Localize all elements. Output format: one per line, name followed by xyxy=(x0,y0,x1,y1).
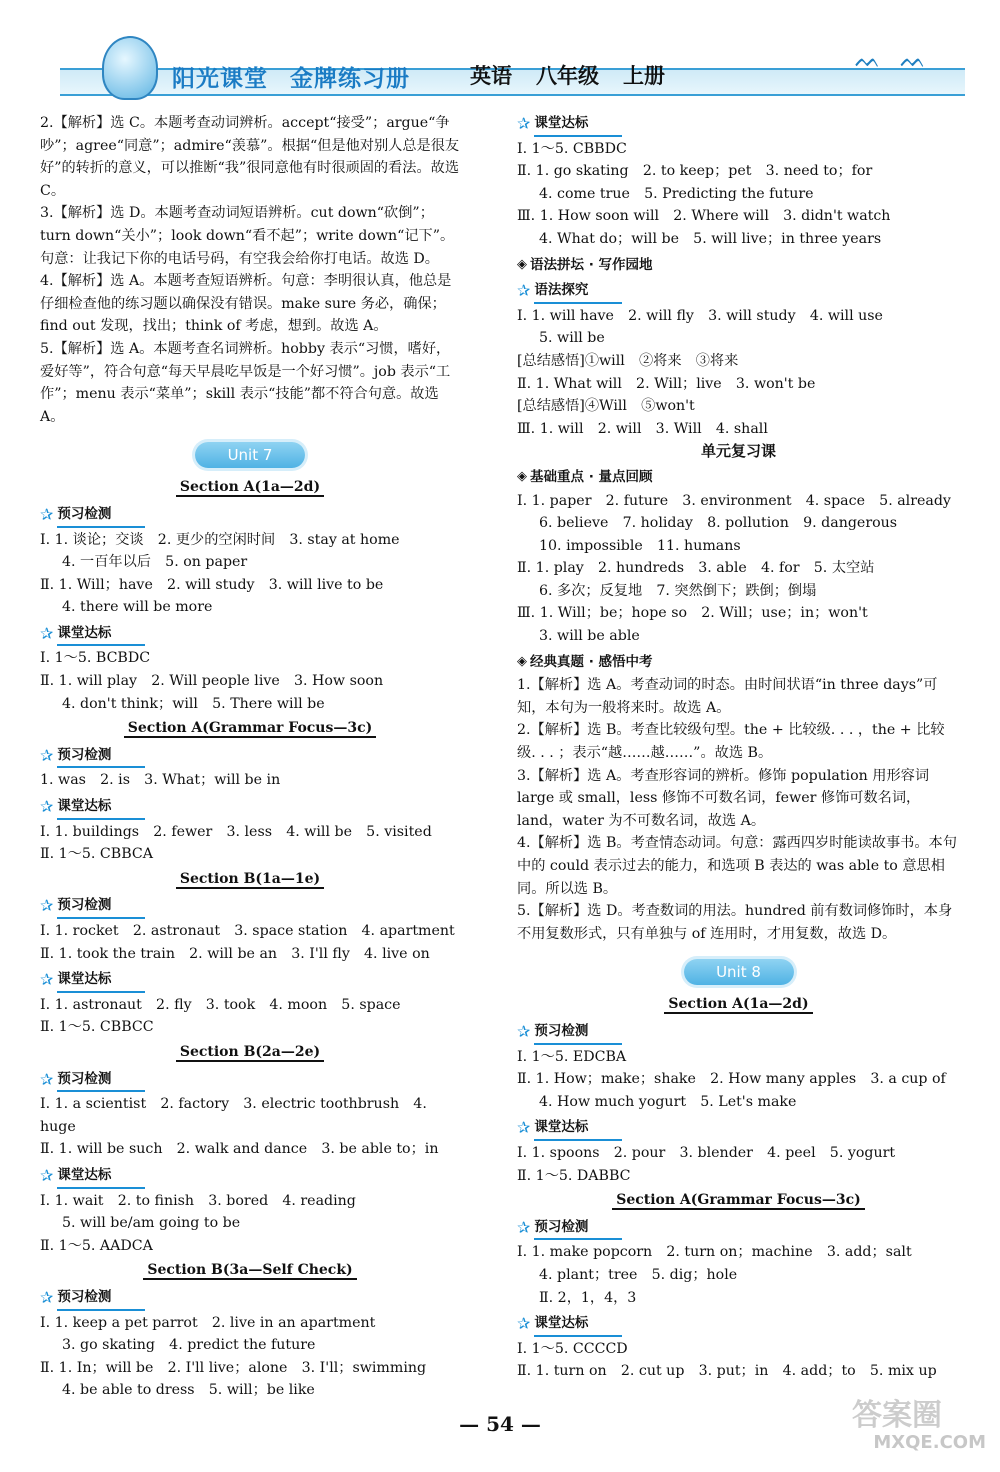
watermark xyxy=(852,1400,992,1468)
class-label xyxy=(40,968,460,993)
answer-line: 6. believe 7. holiday 8. pollution 9. dangerous xyxy=(539,515,898,532)
answer-line: Ⅱ. 1. play 2. hundreds 3. able 4. for 5. 太空站 xyxy=(517,560,875,577)
star-icon: ✰ xyxy=(40,970,54,990)
answer-line: Ⅱ. 2，1，4，3 xyxy=(539,1289,637,1306)
answer-line: 4. there will be more xyxy=(62,599,213,616)
answer-e4: 4.【解析】选 B。考查情态动词。句意：露西四岁时能读故事书。本句中的 could 表示过去的能力，和选项 B 表达的 was able to 意思相同。所以选 B。 xyxy=(517,835,957,897)
answer-line: Ⅰ. 1. spoons 2. pour 3. blender 4. peel 5. yogurt xyxy=(517,1144,896,1161)
preview-label xyxy=(40,1286,460,1311)
answer-line: Ⅰ. 1. a scientist 2. factory 3. electric toothbrush 4. huge xyxy=(40,1096,427,1135)
answer-line: 5. will be xyxy=(539,330,605,347)
watermark-line1: 答案圈 xyxy=(852,1398,942,1433)
star-icon: ✰ xyxy=(517,114,531,133)
class-label xyxy=(40,1164,460,1189)
answer-q5: 5.【解析】选 A。本题考查名词辨析。hobby 表示“习惯，嗜好，爱好等”，符合句意“每天早晨吃早饭是一个好习惯”。job 表示“工作”；menu 表示“菜单”；skill 表示“技能”都不符合句意。故选 A。 xyxy=(40,340,451,425)
answer-e5: 5.【解析】选 D。考查数词的用法。hundred 前有数词修饰时，本身不用复数形式，只有单独与 of 连用时，才用复数，故选 D。 xyxy=(517,903,953,942)
star-icon: ✰ xyxy=(40,1165,54,1185)
answer-e1: 1.【解析】选 A。考查动词的时态。由时间状语“in three days”可知，本句为一般将来时。故选 A。 xyxy=(517,677,938,716)
section-title: Section B(1a—1e) xyxy=(176,871,324,889)
answer-line: Ⅰ. 1. will have 2. will fly 3. will study 4. will use xyxy=(517,307,883,324)
section-heading xyxy=(40,476,460,499)
answer-line: Ⅱ. 1～5. CBBCA xyxy=(40,846,153,863)
class-label xyxy=(517,112,960,137)
logo-icon xyxy=(102,36,158,100)
label-text: 预习检测 xyxy=(57,503,145,528)
answer-line: Ⅰ. 1. keep a pet parrot 2. live in an apartment xyxy=(40,1314,376,1331)
section-title: Section B(3a—Self Check) xyxy=(143,1262,356,1280)
star-icon: ✰ xyxy=(40,623,54,643)
answer-line: 4. 一百年以后 5. on paper xyxy=(62,554,248,571)
class-label xyxy=(40,622,460,647)
star-icon: ✰ xyxy=(517,1314,531,1334)
label-text: 预习检测 xyxy=(57,744,145,769)
answer-line: Ⅲ. 1. will 2. will 3. Will 4. shall xyxy=(517,420,768,437)
class-label xyxy=(517,1116,960,1141)
preview-label xyxy=(40,744,460,769)
answer-line: Ⅲ. 1. How soon will 2. Where will 3. didn't watch xyxy=(517,208,891,225)
preview-label xyxy=(517,1216,960,1241)
label-text: 语法探究 xyxy=(534,279,622,304)
review-title: 单元复习课 xyxy=(700,442,776,461)
answer-line: [总结感悟]④Will ⑤won't xyxy=(517,398,695,415)
star-icon: ✰ xyxy=(40,1069,54,1089)
label-text: 预习检测 xyxy=(534,1020,622,1045)
section-heading xyxy=(517,1189,960,1212)
diamond-icon: ◈ xyxy=(517,653,527,669)
section-heading xyxy=(40,1259,460,1282)
answer-line: 10. impossible 11. humans xyxy=(539,537,741,554)
answer-line: Ⅱ. 1. How；make；shake 2. How many apples 3. a cup of xyxy=(517,1071,946,1088)
heading-text: 语法拼坛 · 写作园地 xyxy=(530,256,653,273)
answer-line: Ⅰ. 1～5. BCBDC xyxy=(40,650,151,667)
answer-q2: 2.【解析】选 C。本题考查动词辨析。accept“接受”；argue“争吵”；agree“同意”；admire“羡慕”。根据“但是他对别人总是很友好”的转折的意义，可以推断“我”很同意他有时很顽固的看法。故选 C。 xyxy=(40,115,460,199)
classic-heading xyxy=(517,651,960,674)
answer-line: Ⅰ. 1. buildings 2. fewer 3. less 4. will be 5. visited xyxy=(40,823,432,840)
answer-line: 4. don't think；will 5. There will be xyxy=(62,695,325,712)
left-column xyxy=(40,112,460,1402)
heading-text: 基础重点 · 量点回顾 xyxy=(530,468,653,485)
answer-line: Ⅰ. 1. 谈论；交谈 2. 更少的空闲时间 3. stay at home xyxy=(40,531,400,548)
section-heading xyxy=(40,868,460,891)
page-header xyxy=(40,30,960,100)
label-text: 课堂达标 xyxy=(534,1312,622,1337)
answer-q4: 4.【解析】选 A。本题考查短语辨析。句意：李明很认真，他总是仔细检查他的练习题以确保没有错误。make sure 务必，确保；find out 发现，找出；think of 考虑，想到。故选 A。 xyxy=(40,273,452,335)
grade-label: 八年级 xyxy=(536,64,599,88)
grammar-heading xyxy=(517,254,960,277)
answer-line: 3. will be able xyxy=(539,628,640,645)
heading-text: 经典真题 · 感悟中考 xyxy=(530,653,653,670)
class-label xyxy=(40,795,460,820)
label-text: 预习检测 xyxy=(57,1286,145,1311)
section-title: Section A(1a—2d) xyxy=(664,996,812,1014)
answer-line: 4. plant；tree 5. dig；hole xyxy=(539,1266,738,1283)
label-text: 课堂达标 xyxy=(534,112,622,137)
unit8-badge-wrap xyxy=(517,959,960,985)
star-icon: ✰ xyxy=(517,1118,531,1138)
answer-line: 5. will be/am going to be xyxy=(62,1215,241,1232)
answer-line: 3. go skating 4. predict the future xyxy=(62,1337,316,1354)
answer-line: Ⅱ. 1. In；will be 2. I'll live；alone 3. I'll；swimming xyxy=(40,1359,427,1376)
header-brand xyxy=(172,60,432,93)
answer-line: 4. How much yogurt 5. Let's make xyxy=(539,1093,797,1110)
answer-line: Ⅰ. 1～5. CBBDC xyxy=(517,140,627,157)
page-number: — 54 — xyxy=(459,1412,541,1436)
unit7-badge: Unit 7 xyxy=(195,442,305,468)
section-title: Section B(2a—2e) xyxy=(176,1044,324,1062)
answer-line: Ⅰ. 1～5. EDCBA xyxy=(517,1048,627,1065)
answer-line: Ⅰ. 1. make popcorn 2. turn on；machine 3. add；salt xyxy=(517,1244,912,1261)
section-heading xyxy=(40,1041,460,1064)
answer-line: Ⅲ. 1. Will；be；hope so 2. Will；use；in；won't xyxy=(517,605,868,622)
diamond-icon: ◈ xyxy=(517,468,527,484)
label-text: 课堂达标 xyxy=(57,622,145,647)
star-icon: ✰ xyxy=(40,896,54,916)
preview-label xyxy=(40,894,460,919)
star-icon: ✰ xyxy=(517,1217,531,1237)
right-column xyxy=(517,112,960,1383)
preview-label xyxy=(40,503,460,528)
answer-line: Ⅰ. 1. paper 2. future 3. environment 4. space 5. already xyxy=(517,492,951,509)
answer-e2: 2.【解析】选 B。考查比较级句型。the + 比较级. . . ，the + 比较级. . . ；表示“越……越……”。故选 B。 xyxy=(517,722,945,762)
star-icon: ✰ xyxy=(40,1287,54,1307)
watermark-line2: MXQE.COM xyxy=(873,1432,986,1453)
star-icon: ✰ xyxy=(517,281,531,301)
answer-line: Ⅰ. 1～5. CCCCD xyxy=(517,1340,628,1357)
unit7-badge-wrap xyxy=(40,442,460,468)
answer-line: Ⅱ. 1. turn on 2. cut up 3. put；in 4. add；to 5. mix up xyxy=(517,1363,937,1380)
answer-line: 6. 多次；反复地 7. 突然倒下；跌倒；倒塌 xyxy=(539,582,817,599)
unit8-badge: Unit 8 xyxy=(684,959,794,985)
section-title: Section A(Grammar Focus—3c) xyxy=(612,1192,865,1210)
brand-name: 阳光课堂 xyxy=(172,66,268,92)
class-label xyxy=(517,1312,960,1337)
star-icon: ✰ xyxy=(517,1021,531,1041)
section-heading xyxy=(517,993,960,1016)
answer-line: Ⅰ. 1. wait 2. to finish 3. bored 4. reading xyxy=(40,1192,356,1209)
answer-line: Ⅱ. 1～5. AADCA xyxy=(40,1237,153,1254)
star-icon: ✰ xyxy=(40,745,54,765)
label-text: 课堂达标 xyxy=(534,1116,622,1141)
answer-q3: 3.【解析】选 D。本题考查动词短语辨析。cut down“砍倒”；turn down“关小”；look down“看不起”；write down“记下”。句意：让我记下你的电话号码，有空我会给你打电话。故选 D。 xyxy=(40,205,455,267)
grammar-explore-label xyxy=(517,279,960,304)
label-text: 预习检测 xyxy=(534,1216,622,1241)
answer-line: Ⅱ. 1. will be such 2. walk and dance 3. be able to；in xyxy=(40,1141,439,1158)
star-icon: ✰ xyxy=(40,504,54,524)
basics-heading xyxy=(517,466,960,489)
answer-line: 4. be able to dress 5. will；be like xyxy=(62,1382,315,1399)
birds-icon: ᨓ ᨓ xyxy=(855,48,933,73)
answer-line: Ⅱ. 1～5. DABBC xyxy=(517,1167,631,1184)
preview-label xyxy=(40,1068,460,1093)
header-subject xyxy=(470,60,689,90)
diamond-icon: ◈ xyxy=(517,256,527,272)
label-text: 课堂达标 xyxy=(57,795,145,820)
answer-line: 4. What do；will be 5. will live；in three years xyxy=(539,230,882,247)
answer-line: Ⅱ. 1. took the train 2. will be an 3. I'll fly 4. live on xyxy=(40,945,430,962)
answer-line: 1. was 2. is 3. What；will be in xyxy=(40,772,281,789)
brand-series: 金牌练习册 xyxy=(290,66,410,92)
answer-e3: 3.【解析】选 A。考查形容词的辨析。修饰 population 用形容词 large 或 small，less 修饰不可数名词，fewer 修饰可数名词，land，water 为不可数名词，故选 A。 xyxy=(517,767,930,829)
label-text: 预习检测 xyxy=(57,894,145,919)
label-text: 课堂达标 xyxy=(57,1164,145,1189)
section-title: Section A(1a—2d) xyxy=(176,479,324,497)
answer-line: [总结感悟]①will ②将来 ③将来 xyxy=(517,352,739,369)
answer-line: Ⅱ. 1. go skating 2. to keep；pet 3. need to；for xyxy=(517,163,873,180)
answer-line: Ⅱ. 1～5. CBBCC xyxy=(40,1019,154,1036)
answer-line: Ⅱ. 1. will play 2. Will people live 3. How soon xyxy=(40,673,384,690)
answer-line: Ⅰ. 1. rocket 2. astronaut 3. space station 4. apartment xyxy=(40,923,455,939)
label-text: 课堂达标 xyxy=(57,968,145,993)
answer-line: 4. come true 5. Predicting the future xyxy=(539,185,814,202)
preview-label xyxy=(517,1020,960,1045)
answer-line: Ⅱ. 1. Will；have 2. will study 3. will live to be xyxy=(40,576,384,593)
label-text: 预习检测 xyxy=(57,1068,145,1093)
section-title: Section A(Grammar Focus—3c) xyxy=(124,720,377,738)
answer-line: Ⅰ. 1. astronaut 2. fly 3. took 4. moon 5. space xyxy=(40,996,401,1013)
subject-label: 英语 xyxy=(470,64,512,88)
section-heading xyxy=(40,717,460,740)
answer-line: Ⅱ. 1. What will 2. Will；live 3. won't be xyxy=(517,375,816,392)
volume-label: 上册 xyxy=(623,64,665,88)
star-icon: ✰ xyxy=(40,797,54,817)
